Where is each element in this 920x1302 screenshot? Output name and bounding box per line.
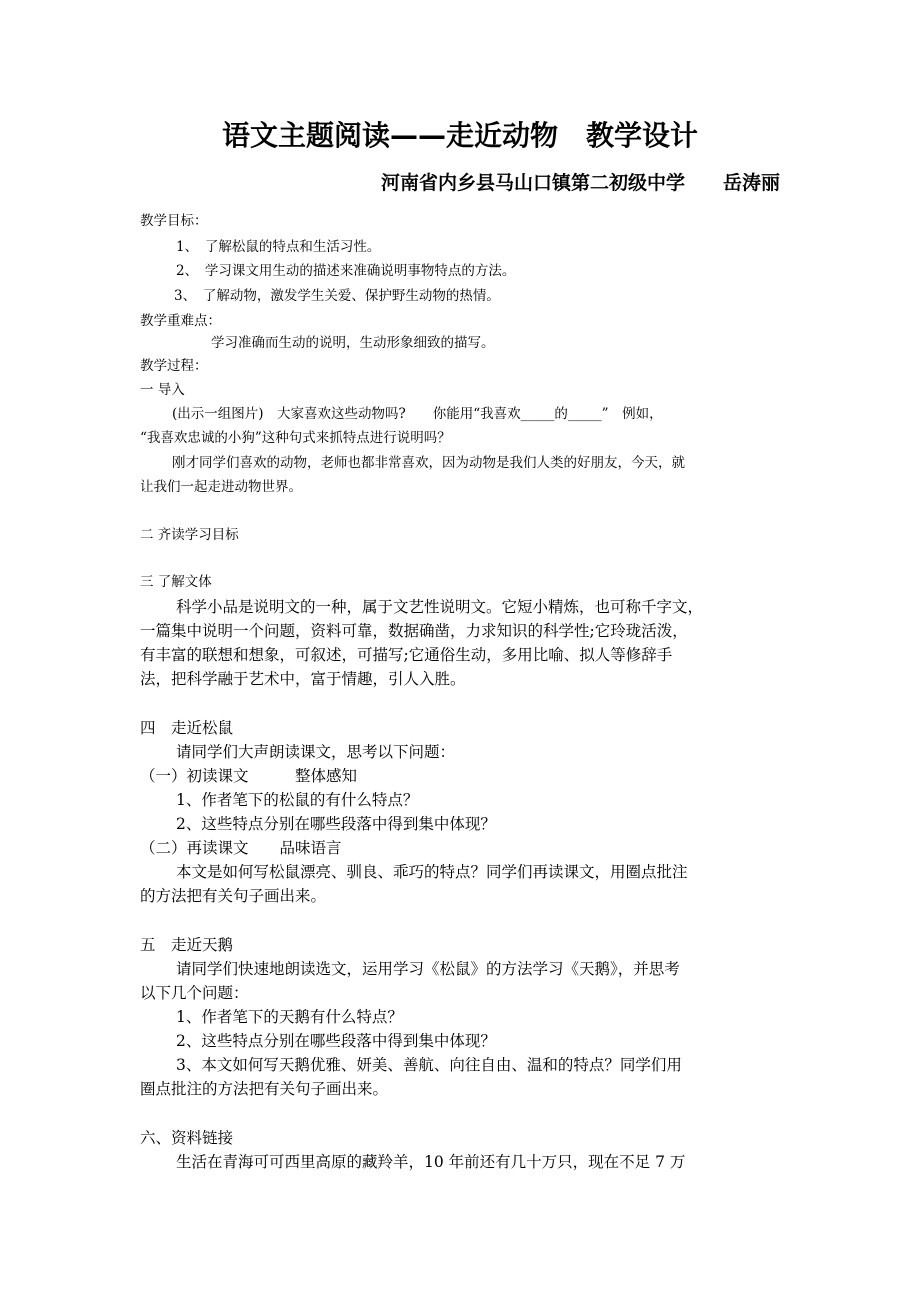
section-4-sub-1: （一）初读课文 整体感知 <box>140 767 358 785</box>
section-3-heading: 三 了解文体 <box>140 574 212 590</box>
section-1-paragraph-2-line-2: 让我们一起走进动物世界。 <box>140 479 302 495</box>
key-points-text: 学习准确而生动的说明，生动形象细致的描写。 <box>211 335 495 351</box>
document-title: 语文主题阅读——走近动物 教学设计 <box>221 119 698 152</box>
section-5-question-1: 1、作者笔下的天鹅有什么特点？ <box>176 1008 403 1026</box>
goal-item-1: 1、 了解松鼠的特点和生活习性。 <box>176 239 381 255</box>
section-5-question-3-line-2: 圈点批注的方法把有关句子画出来。 <box>140 1080 389 1098</box>
section-5-intro-line-1: 请同学们快速地朗读选文，运用学习《松鼠》的方法学习《天鹅》，并思考 <box>176 960 680 978</box>
section-2-heading: 二 齐读学习目标 <box>140 527 239 543</box>
author-line: 河南省内乡县马山口镇第二初级中学 岳涛丽 <box>380 172 780 194</box>
section-6-line-1: 生活在青海可可西里高原的藏羚羊，10 年前还有几十万只，现在不足 7 万 <box>176 1153 686 1171</box>
goal-item-3: 3、 了解动物，激发学生关爱、保护野生动物的热情。 <box>174 288 500 304</box>
section-5-question-3-line-1: 3、本文如何写天鹅优雅、妍美、善航、向往自由、温和的特点？同学们用 <box>176 1056 682 1074</box>
section-4-paragraph-line-2: 的方法把有关句子画出来。 <box>140 887 327 905</box>
section-1-paragraph-1-line-1: (出示一组图片) 大家喜欢这些动物吗? 你能用“我喜欢_____的_____” 例如， <box>172 406 663 422</box>
section-1-paragraph-2-line-1: 刚才同学们喜欢的动物，老师也都非常喜欢，因为动物是我们人类的好朋友，今天，就 <box>172 455 685 471</box>
section-5-intro-line-2: 以下几个问题： <box>140 984 249 1002</box>
section-4-question-1: 1、作者笔下的松鼠的有什么特点？ <box>176 791 419 809</box>
section-1-heading: 一 导入 <box>140 382 185 398</box>
section-4-intro: 请同学们大声朗读课文，思考以下问题： <box>176 743 456 761</box>
section-4-paragraph-line-1: 本文是如何写松鼠漂亮、驯良、乖巧的特点？同学们再读课文，用圈点批注 <box>176 863 688 881</box>
section-3-line-3: 有丰富的联想和想象，可叙述，可描写;它通俗生动，多用比喻、拟人等修辞手 <box>140 646 673 664</box>
key-points-heading: 教学重难点： <box>140 313 221 329</box>
section-5-heading: 五 走近天鹅 <box>140 936 234 954</box>
section-5-question-2: 2、这些特点分别在哪些段落中得到集中体现？ <box>176 1032 496 1050</box>
section-3-line-2: 一篇集中说明一个问题，资料可靠，数据确凿，力求知识的科学性;它玲珑活泼， <box>140 622 688 640</box>
section-1-paragraph-1-line-2: “我喜欢忠诚的小狗”这种句式来抓特点进行说明吗？ <box>140 430 451 446</box>
goal-item-2: 2、 学习课文用生动的描述来准确说明事物特点的方法。 <box>176 263 516 279</box>
section-6-heading: 六、资料链接 <box>140 1129 234 1147</box>
section-3-line-1: 科学小品是说明文的一种，属于文艺性说明文。它短小精炼，也可称千字文， <box>176 598 704 616</box>
section-3-line-4: 法，把科学融于艺术中，富于情趣，引人入胜。 <box>140 670 466 688</box>
goals-heading: 教学目标： <box>140 213 208 229</box>
section-4-question-2: 2、这些特点分别在哪些段落中得到集中体现？ <box>176 815 496 833</box>
process-heading: 教学过程： <box>140 358 208 374</box>
section-4-sub-2: （二）再读课文 品味语言 <box>140 839 342 857</box>
section-4-heading: 四 走近松鼠 <box>140 719 234 737</box>
